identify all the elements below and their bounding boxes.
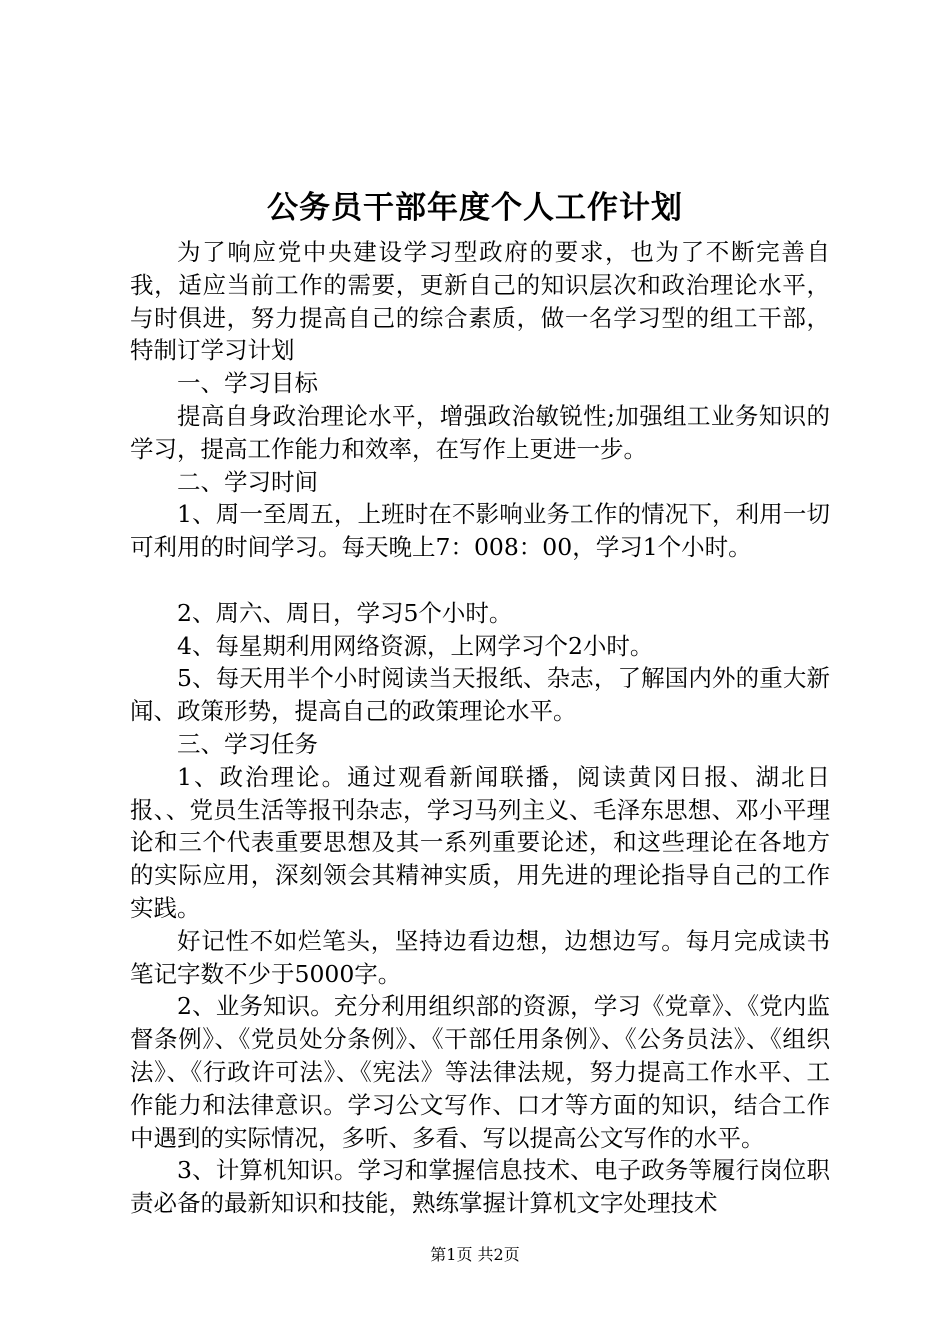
document-title: 公务员干部年度个人工作计划 (267, 190, 683, 226)
time-item-1: 1、周一至周五，上班时在不影响业务工作的情况下，利用一切可利用的时间学习。每天晚上7：008：00，学习1个小时。 (130, 500, 830, 562)
intro-paragraph: 为了响应党中央建设学习型政府的要求，也为了不断完善自我，适应当前工作的需要，更新自己的知识层次和政治理论水平，与时俱进，努力提高自己的综合素质，做一名学习型的组工干部，特制订学习计划 (130, 238, 830, 365)
section-heading-tasks: 三、学习任务 (177, 729, 318, 758)
goals-paragraph: 提高自身政治理论水平，增强政治敏锐性;加强组工业务知识的学习，提高工作能力和效率，在写作上更进一步。 (130, 401, 830, 463)
task-politics: 1、政治理论。通过观看新闻联播，阅读黄冈日报、湖北日报、、党员生活等报刊杂志，学习马列主义、毛泽东思想、邓小平理论和三个代表重要思想及其一系列重要论述，和这些理论在各地方的实际应用，深刻领会其精神实质，用先进的理论指导自己的工作实践。 (130, 762, 830, 922)
task-notes: 好记性不如烂笔头，坚持边看边想，边想边写。每月完成读书笔记字数不少于5000字。 (130, 926, 830, 988)
task-computer: 3、计算机知识。学习和掌握信息技术、电子政务等履行岗位职责必备的最新知识和技能，熟练掌握计算机文字处理技术 (130, 1156, 830, 1218)
time-item-4: 4、每星期利用网络资源，上网学习个2小时。 (177, 631, 654, 660)
section-heading-time: 二、学习时间 (177, 467, 318, 496)
page-footer: 第1页 共2页 (430, 1245, 520, 1264)
task-business: 2、业务知识。充分利用组织部的资源，学习《党章》、《党内监督条例》、《党员处分条例》、《干部任用条例》、《公务员法》、《组织法》、《行政许可法》、《宪法》等法律法规，努力提高工作水平、工作能力和法律意识。学习公文写作、口才等方面的知识，结合工作中遇到的实际情况，多听、多看、写以提高公文写作的水平。 (130, 992, 830, 1152)
time-item-2: 2、周六、周日，学习5个小时。 (177, 598, 513, 627)
time-item-5: 5、每天用半个小时阅读当天报纸、杂志，了解国内外的重大新闻、政策形势，提高自己的政策理论水平。 (130, 664, 830, 726)
document-body (130, 236, 830, 1220)
section-heading-goals: 一、学习目标 (177, 369, 318, 398)
